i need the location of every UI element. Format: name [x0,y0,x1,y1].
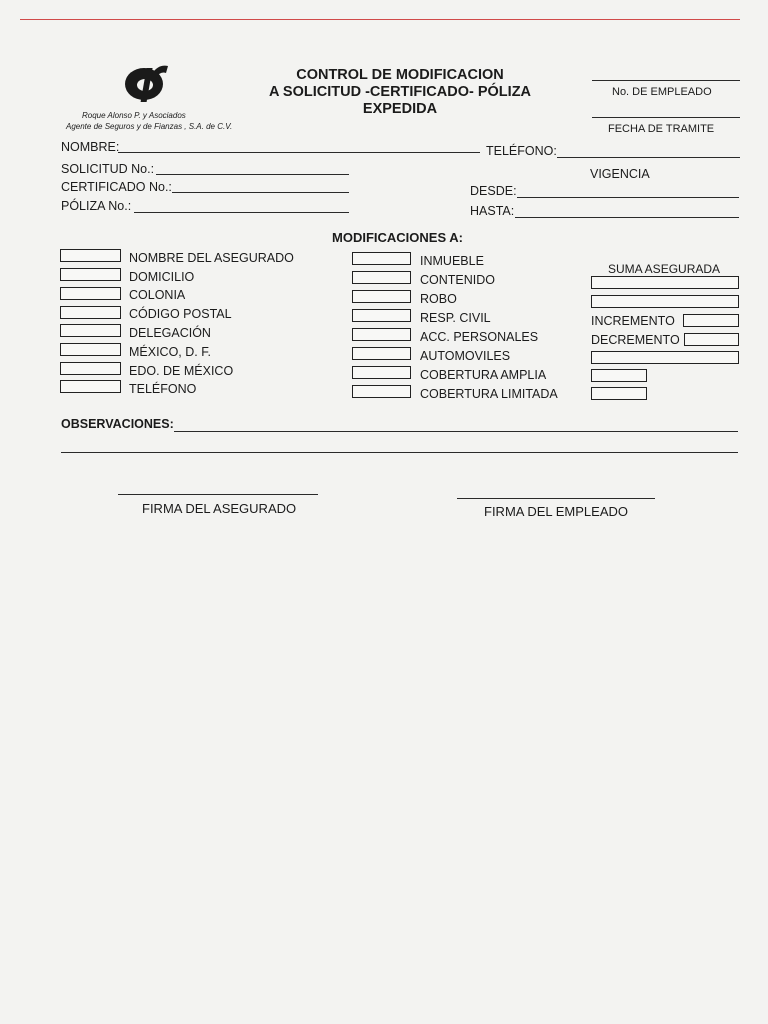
modifications-title: MODIFICACIONES A: [332,230,463,245]
employee-signature-line[interactable] [457,498,655,499]
certificado-label: CERTIFICADO No.: [61,180,172,194]
observations-field[interactable] [174,431,738,432]
col1-item: DOMICILIO [129,270,195,284]
phone-label: TELÉFONO: [486,144,557,158]
col2-item: CONTENIDO [420,273,495,287]
checkbox[interactable] [352,347,411,360]
checkbox[interactable] [352,290,411,303]
checkbox[interactable] [352,366,411,379]
col1-item: COLONIA [129,288,186,302]
col1-item: CÓDIGO POSTAL [129,307,232,321]
checkbox[interactable] [60,287,121,300]
col1-item: TELÉFONO [129,382,197,396]
poliza-label: PÓLIZA No.: [61,199,132,213]
col2-item: INMUEBLE [420,254,484,268]
incremento-label: INCREMENTO [591,314,675,328]
col1-item: MÉXICO, D. F. [129,345,211,359]
col1-item: EDO. DE MÉXICO [129,364,234,378]
name-label: NOMBRE: [61,140,120,154]
certificado-field[interactable] [172,192,349,193]
name-field[interactable] [118,152,480,153]
hasta-label: HASTA: [470,204,515,218]
col2-item: RESP. CIVIL [420,311,491,325]
checkbox[interactable] [60,249,121,262]
checkbox[interactable] [60,306,121,319]
col2-item: AUTOMOVILES [420,349,511,363]
company-subtitle: Agente de Seguros y de Fianzas , S.A. de C.V. [66,122,233,131]
suma-asegurada-label: SUMA ASEGURADA [608,262,721,276]
suma-asegurada-field[interactable] [591,295,739,308]
title-line-2: A SOLICITUD -CERTIFICADO- PÓLIZA [268,84,532,100]
vigencia-label: VIGENCIA [590,167,650,181]
decremento-label: DECREMENTO [591,333,680,347]
poliza-field[interactable] [134,212,349,213]
col2-item: COBERTURA LIMITADA [420,387,558,401]
observations-field-2[interactable] [61,452,738,453]
hasta-field[interactable] [515,217,739,218]
insured-signature-line[interactable] [118,494,318,495]
top-red-rule [20,19,740,20]
small-field[interactable] [591,387,647,400]
checkbox[interactable] [352,271,411,284]
col2-item: ACC. PERSONALES [420,330,539,344]
solicitud-field[interactable] [156,174,349,175]
checkbox[interactable] [60,343,121,356]
checkbox[interactable] [60,380,121,393]
checkbox[interactable] [352,328,411,341]
total-field[interactable] [591,351,739,364]
insured-signature-label: FIRMA DEL ASEGURADO [142,501,297,516]
desde-field[interactable] [517,197,739,198]
form-title [245,67,555,118]
col1-item: DELEGACIÓN [129,326,211,340]
checkbox[interactable] [352,309,411,322]
observations-label: OBSERVACIONES: [61,417,174,431]
small-field[interactable] [591,369,647,382]
employee-no-label: No. DE EMPLEADO [612,86,712,98]
procedure-date-line[interactable] [592,117,740,118]
phone-field[interactable] [557,157,740,158]
checkbox[interactable] [60,324,121,337]
col2-item: ROBO [420,292,457,306]
title-line-3: EXPEDIDA [362,101,438,117]
company-name: Roque Alonso P. y Asociados [82,111,186,120]
checkbox[interactable] [352,252,411,265]
employee-no-line[interactable] [592,80,740,81]
suma-asegurada-field[interactable] [591,276,739,289]
title-line-1: CONTROL DE MODIFICACION [296,67,504,83]
employee-signature-label: FIRMA DEL EMPLEADO [484,504,628,519]
checkbox[interactable] [352,385,411,398]
desde-label: DESDE: [470,184,517,198]
solicitud-label: SOLICITUD No.: [61,162,155,176]
checkbox[interactable] [60,362,121,375]
col1-item: NOMBRE DEL ASEGURADO [129,251,294,265]
procedure-date-label: FECHA DE TRAMITE [608,123,715,135]
company-logo [122,60,170,104]
decremento-field[interactable] [684,333,739,346]
col2-item: COBERTURA AMPLIA [420,368,547,382]
incremento-field[interactable] [683,314,739,327]
checkbox[interactable] [60,268,121,281]
